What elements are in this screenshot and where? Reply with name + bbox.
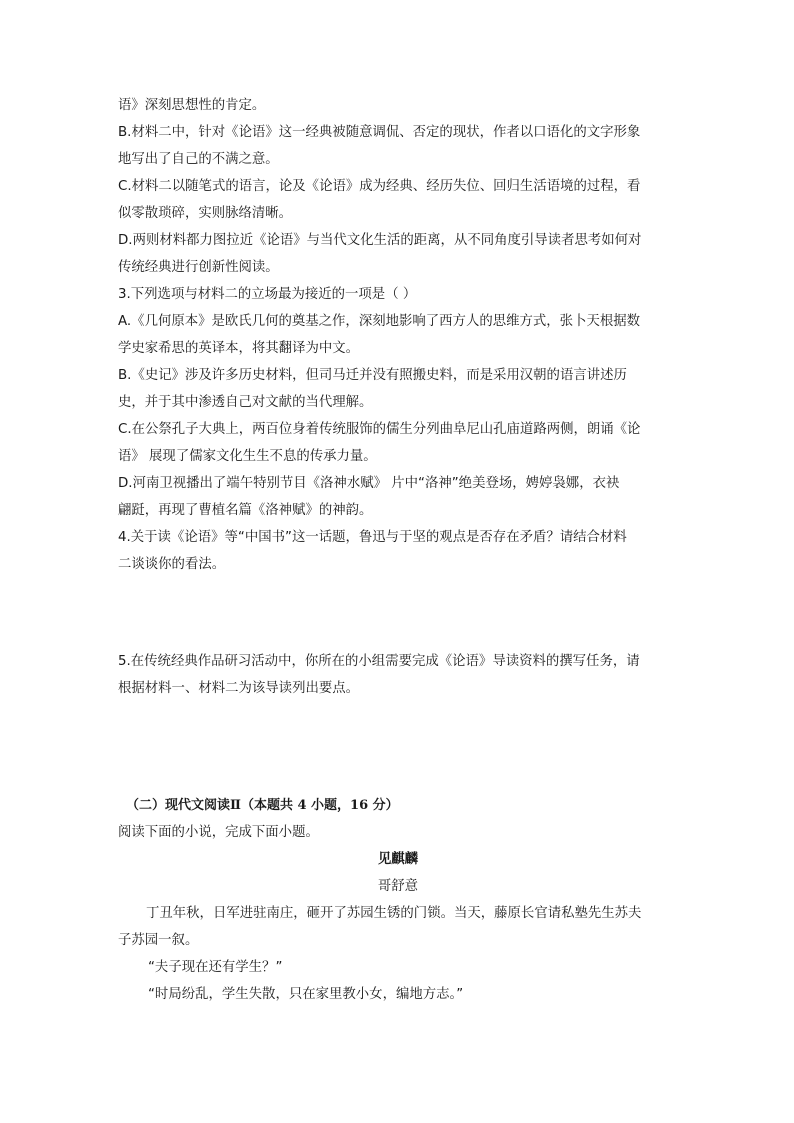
story-paragraph-1-line-2: 子苏园一叙。 [118,933,199,948]
instruction: 阅读下面的小说，完成下面小题。 [118,825,319,840]
dialogue-line: “夫子现在还有学生？” [148,960,283,975]
story-title: 见麒麟 [377,851,419,867]
question-3: 3.下列选项与材料二的立场最为接近的一项是（ ） [118,287,417,302]
option-c-line-2: 似零散琐碎，实则脉络清晰。 [118,206,293,221]
question-5-line-2: 根据材料一、材料二为该导读列出要点。 [118,681,360,696]
q3-option-d-line-2: 翩跹，再现了曹植名篇《洛神赋》的神韵。 [118,503,373,518]
option-c-line-1: C.材料二以随笔式的语言，论及《论语》成为经典、经历失位、回归生活语境的过程，看 [118,179,641,194]
answer-space [118,578,678,648]
q3-option-d-line-1: D.河南卫视播出了端午特别节目《洛神水赋》 片中“洛神”绝美登场，娉婷袅娜，衣袂 [118,476,620,491]
option-b-line-1: B.材料二中，针对《论语》这一经典被随意调侃、否定的现状，作者以口语化的文字形象 [118,125,641,140]
option-d-line-1: D.两则材料都力图拉近《论语》与当代文化生活的距离，从不同角度引导读者思考如何对 [118,233,642,248]
question-4-line-2: 二谈谈你的看法。 [118,557,226,572]
dialogue-line: “时局纷乱，学生失散，只在家里教小女，编地方志。” [148,987,464,1002]
section-heading: （二）现代文阅读Ⅱ（本题共 4 小题，16 分） [126,798,399,813]
q3-option-b-line-2: 史，并于其中渗透自己对文献的当代理解。 [118,395,373,410]
q3-option-c-line-1: C.在公祭孔子大典上，两百位身着传统服饰的儒生分列曲阜尼山孔庙道路两侧，朗诵《论 [118,422,641,437]
option-d-line-2: 传统经典进行创新性阅读。 [118,260,279,275]
answer-space [118,702,678,792]
question-5-line-1: 5.在传统经典作品研习活动中，你所在的小组需要完成《论语》导读资料的撰写任务，请 [118,654,640,669]
story-paragraph-1-line-1: 丁丑年秋，日军进驻南庄，砸开了苏园生锈的门锁。当天，藤原长官请私塾先生苏夫 [146,906,642,921]
q3-option-c-line-2: 语》 展现了儒家文化生生不息的传承力量。 [118,449,377,464]
q3-option-a-line-2: 学史家希思的英译本，将其翻译为中文。 [118,341,360,356]
text-line: 语》深刻思想性的肯定。 [118,98,266,113]
question-4-line-1: 4.关于读《论语》等“中国书”这一话题，鲁迅与于坚的观点是否存在矛盾？请结合材料 [118,530,627,545]
q3-option-b-line-1: B.《史记》涉及许多历史材料，但司马迁并没有照搬史料，而是采用汉朝的语言讲述历 [118,368,627,383]
story-author: 哥舒意 [377,879,419,894]
q3-option-a-line-1: A.《几何原本》是欧氏几何的奠基之作，深刻地影响了西方人的思维方式，张卜天根据数 [118,314,641,329]
document-page [118,92,678,1008]
option-b-line-2: 地写出了自己的不满之意。 [118,152,279,167]
